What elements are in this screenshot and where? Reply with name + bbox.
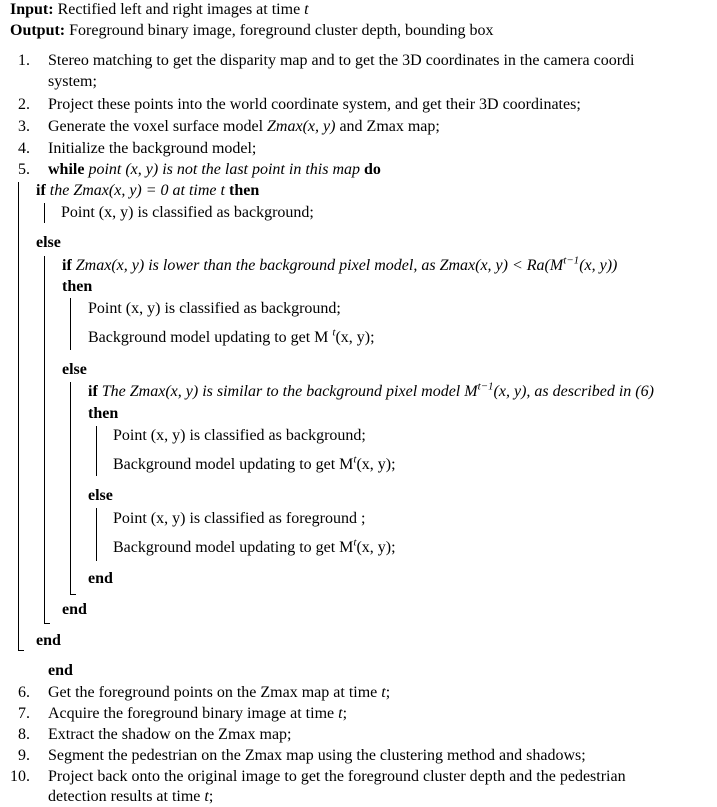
if-1-body-bar bbox=[44, 203, 45, 223]
step-3-text-b: and Zmax map; bbox=[339, 118, 440, 135]
end-3-keyword: end bbox=[88, 570, 113, 587]
if-2-condition: Zmax(x, y) is lower than the background pixel model, as Zmax(x, y) < Ra(M bbox=[75, 257, 564, 274]
step-10-var: t bbox=[204, 788, 209, 805]
if-3-body-2-text: Background model updating to get M bbox=[113, 456, 354, 473]
if-2-body-2 bbox=[88, 328, 375, 348]
if-2-body-2-text: Background model updating to get M bbox=[88, 329, 329, 346]
step-7-text-b: ; bbox=[342, 705, 348, 722]
input-line bbox=[10, 0, 309, 20]
step-6-var: t bbox=[381, 684, 386, 701]
else-3-body-2-text: Background model updating to get M bbox=[113, 539, 354, 556]
step-4-text: Initialize the background model; bbox=[48, 140, 257, 157]
while-condition: point (x, y) is not the last point in this map bbox=[88, 161, 360, 178]
then-keyword: then bbox=[228, 182, 260, 199]
else-1-keyword: else bbox=[36, 234, 61, 251]
else-3-body-1: Point (x, y) is classified as foreground ; bbox=[113, 510, 366, 527]
else-1-body-tick bbox=[44, 623, 50, 624]
step-6-text-b: ; bbox=[385, 684, 391, 701]
if-2-body-2-sup: t bbox=[332, 326, 336, 339]
step-7-var: t bbox=[338, 705, 343, 722]
then-2-keyword: then bbox=[62, 278, 93, 295]
else-2-body-tick bbox=[70, 594, 76, 595]
else-3-body-bar bbox=[96, 508, 97, 561]
while-body-tick bbox=[18, 650, 24, 651]
step-number: 9. bbox=[18, 747, 30, 764]
step-3-text bbox=[48, 117, 440, 137]
step-9-text: Segment the pedestrian on the Zmax map using the clustering method and shadows; bbox=[48, 747, 586, 764]
step-number: 8. bbox=[18, 726, 30, 743]
if-1-condition: the Zmax(x, y) = 0 at time t bbox=[49, 182, 225, 199]
if-keyword: if bbox=[36, 182, 46, 199]
input-label: Input: bbox=[10, 1, 54, 18]
step-10-text: Project back onto the original image to get the foreground cluster depth and the pedestrian bbox=[48, 768, 626, 785]
if-1-body: Point (x, y) is classified as background; bbox=[61, 204, 314, 221]
if-3-condition: The Zmax(x, y) is similar to the background pixel model M bbox=[101, 383, 478, 400]
else-3-keyword: else bbox=[88, 487, 113, 504]
step-number: 4. bbox=[18, 140, 30, 157]
input-var: t bbox=[304, 1, 309, 18]
end-2-keyword: end bbox=[62, 601, 87, 618]
step-number: 1. bbox=[18, 52, 30, 69]
while-body-bar bbox=[18, 182, 19, 650]
if-2-body-bar bbox=[70, 298, 71, 350]
step-number: 5. bbox=[18, 161, 30, 178]
if-2-condition-tail: (x, y)) bbox=[579, 257, 618, 274]
if-3-body-2-tail: (x, y); bbox=[356, 456, 396, 473]
end-1-keyword: end bbox=[36, 632, 61, 649]
while-line bbox=[48, 160, 381, 180]
step-6-text-a: Get the foreground points on the Zmax map at time bbox=[48, 684, 378, 701]
do-keyword: do bbox=[364, 161, 381, 178]
input-text: Rectified left and right images at time bbox=[57, 1, 301, 18]
end-0-keyword: end bbox=[48, 662, 73, 679]
step-10-text-b: detection results at time bbox=[48, 788, 201, 805]
if-2-body-1: Point (x, y) is classified as background; bbox=[88, 300, 341, 317]
else-3-body-2-tail: (x, y); bbox=[356, 539, 396, 556]
output-line bbox=[10, 21, 493, 41]
step-1-text: Stereo matching to get the disparity map and to get the 3D coordinates in the camera coordi bbox=[48, 52, 635, 69]
step-8-text: Extract the shadow on the Zmax map; bbox=[48, 726, 292, 743]
else-3-body-2 bbox=[113, 538, 396, 558]
else-1-body-bar bbox=[44, 256, 45, 623]
output-text: Foreground binary image, foreground cluster depth, bounding box bbox=[69, 22, 494, 39]
step-7-text bbox=[48, 704, 347, 724]
step-10-text-c: ; bbox=[208, 788, 214, 805]
step-number: 10. bbox=[10, 768, 30, 785]
if-1-line bbox=[36, 181, 259, 201]
if-3-body-bar bbox=[96, 426, 97, 476]
if-2-superscript: t−1 bbox=[563, 254, 580, 267]
if-2-line bbox=[62, 256, 617, 276]
step-number: 2. bbox=[18, 96, 30, 113]
step-number: 3. bbox=[18, 118, 30, 135]
then-3-keyword: then bbox=[88, 405, 119, 422]
if-3-body-2-sup: t bbox=[353, 453, 357, 466]
step-3-math: Zmax(x, y) bbox=[267, 118, 336, 135]
step-number: 7. bbox=[18, 705, 30, 722]
if-keyword: if bbox=[62, 257, 72, 274]
if-2-body-2-tail: (x, y); bbox=[335, 329, 375, 346]
step-6-text bbox=[48, 683, 390, 703]
step-2-text: Project these points into the world coordinate system, and get their 3D coordinates; bbox=[48, 96, 581, 113]
step-7-text-a: Acquire the foreground binary image at time bbox=[48, 705, 335, 722]
else-2-keyword: else bbox=[62, 361, 87, 378]
else-3-body-2-sup: t bbox=[353, 536, 357, 549]
if-3-condition-tail: (x, y), as described in (6) bbox=[493, 383, 654, 400]
step-number: 6. bbox=[18, 684, 30, 701]
while-keyword: while bbox=[48, 161, 85, 178]
step-10-text-cont bbox=[48, 787, 213, 807]
if-3-line bbox=[88, 382, 654, 402]
else-2-body-bar bbox=[70, 382, 71, 594]
step-3-text-a: Generate the voxel surface model bbox=[48, 118, 264, 135]
if-3-superscript: t−1 bbox=[477, 380, 494, 393]
step-1-text-cont: system; bbox=[48, 73, 97, 90]
if-keyword: if bbox=[88, 383, 98, 400]
if-3-body-1: Point (x, y) is classified as background; bbox=[113, 427, 366, 444]
if-3-body-2 bbox=[113, 455, 396, 475]
output-label: Output: bbox=[10, 22, 66, 39]
